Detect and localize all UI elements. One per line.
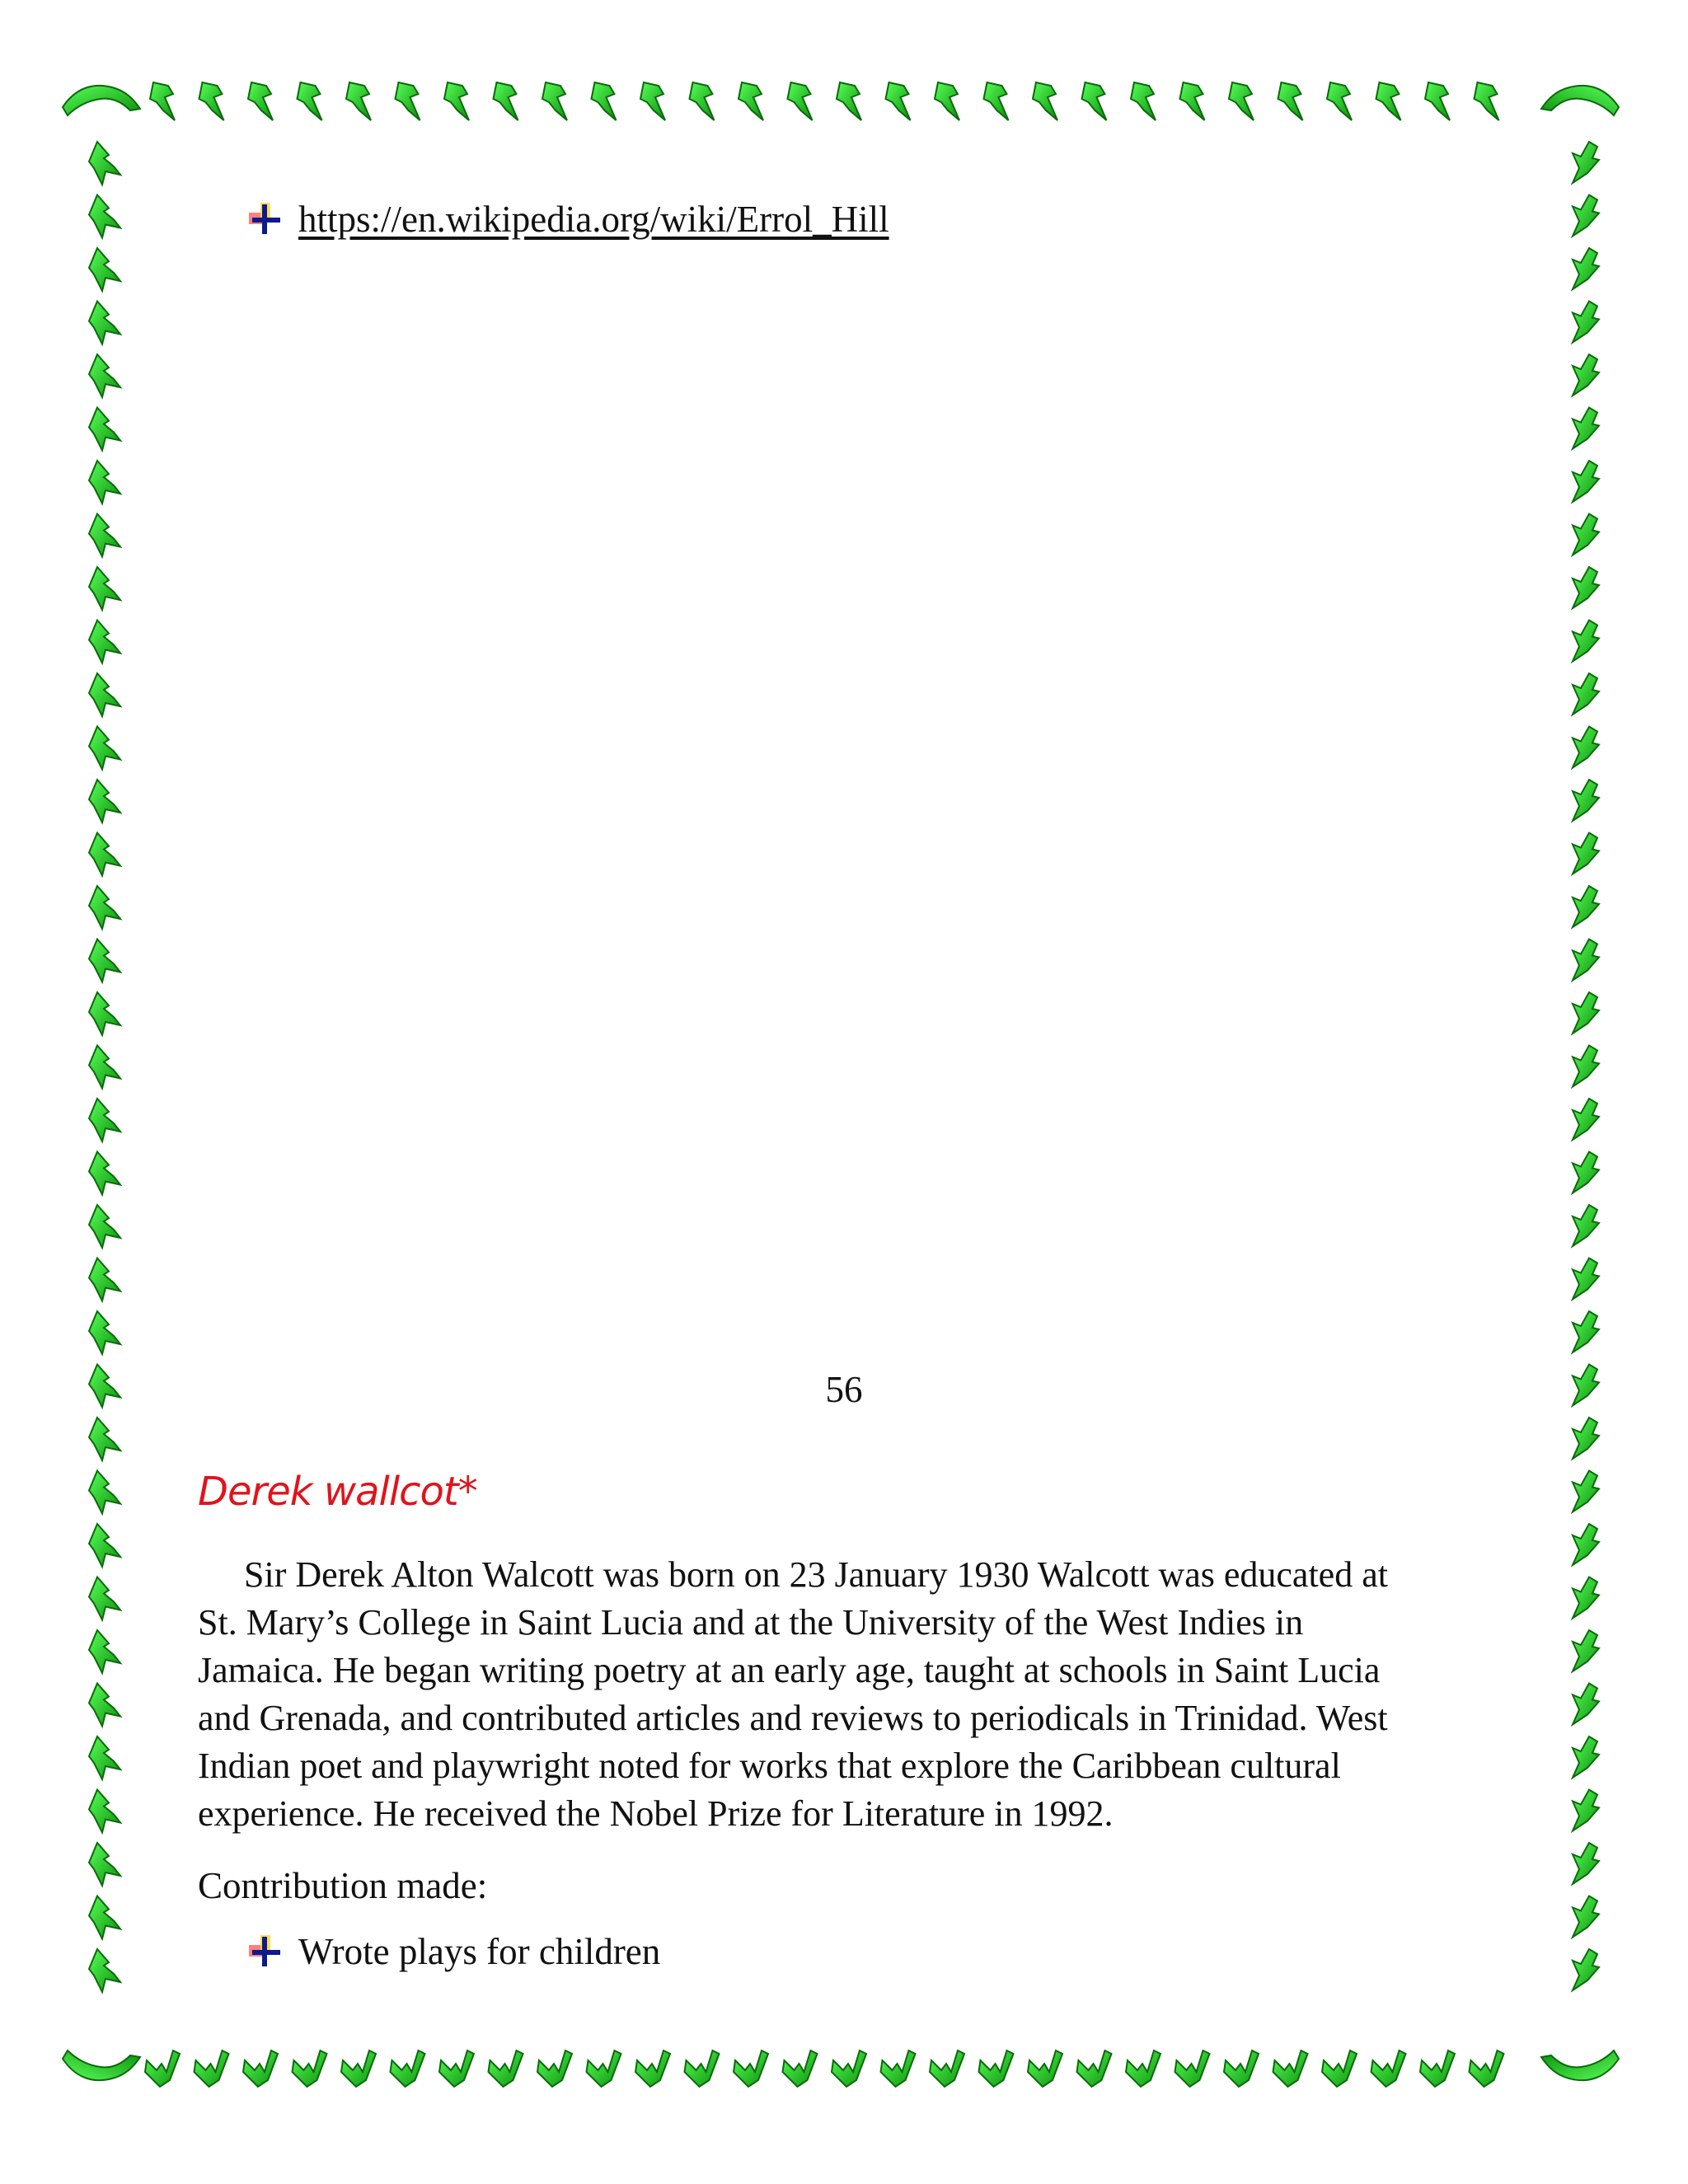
border-arrow-icon	[1573, 195, 1599, 237]
border-arrow-icon	[1033, 82, 1057, 120]
border-arrow-icon	[1573, 727, 1599, 768]
corner-icon-bottom-right	[1541, 2050, 1619, 2080]
border-arrow-icon	[89, 1258, 120, 1301]
border-arrow-icon	[1573, 1205, 1599, 1246]
paragraph-line: Jamaica. He began writing poetry at an early age, taught at schools in Saint Lucia	[198, 1650, 1381, 1690]
border-arrow-icon	[1573, 1577, 1599, 1619]
border-arrow-icon	[89, 354, 120, 397]
border-arrow-icon	[396, 82, 420, 120]
border-arrow-icon	[1573, 621, 1599, 662]
border-arrow-icon	[1175, 2050, 1210, 2087]
border-arrow-icon	[391, 2050, 425, 2087]
border-arrow-icon	[293, 2050, 327, 2087]
border-arrow-icon	[1573, 1843, 1599, 1884]
border-arrow-icon	[690, 82, 715, 120]
border-arrow-icon	[886, 82, 911, 120]
border-arrow-icon	[1573, 1524, 1599, 1565]
corner-icon-top-right	[1541, 86, 1619, 115]
border-arrow-icon	[832, 2050, 866, 2087]
border-arrow-icon	[89, 1152, 120, 1195]
border-arrow-icon	[1425, 82, 1450, 120]
border-arrow-icon	[341, 2050, 376, 2087]
border-arrow-icon	[89, 302, 120, 344]
border-arrow-icon	[89, 1949, 120, 1992]
paragraph-line: Sir Derek Alton Walcott was born on 23 January 1930 Walcott was educated at	[244, 1554, 1388, 1595]
link-item	[247, 198, 889, 241]
border-arrow-icon	[145, 2050, 180, 2087]
border-arrow-icon	[89, 1046, 120, 1089]
border-arrow-icon	[1077, 2050, 1112, 2087]
paragraph-line: Indian poet and playwright noted for works that explore the Caribbean cultural	[198, 1746, 1341, 1786]
paragraph-line: experience. He received the Nobel Prize for Literature in 1992.	[198, 1793, 1114, 1834]
paragraph-line: St. Mary’s College in Saint Lucia and at the University of the West Indies in	[198, 1602, 1304, 1643]
border-arrow-icon	[494, 82, 518, 120]
border-arrow-icon	[89, 142, 120, 185]
border-arrow-icon	[243, 2050, 278, 2087]
border-arrow-icon	[1573, 1684, 1599, 1725]
border-arrow-icon	[89, 992, 120, 1035]
border-arrow-icon	[1573, 302, 1599, 343]
border-arrow-icon	[783, 2050, 818, 2087]
corner-icon-bottom-left	[63, 2050, 140, 2080]
border-arrow-icon	[89, 1311, 120, 1354]
border-arrow-icon	[1573, 1949, 1599, 1990]
border-arrow-icon	[1573, 780, 1599, 821]
border-arrow-icon	[685, 2050, 720, 2087]
border-arrow-icon	[1573, 1736, 1599, 1778]
border-arrow-icon	[1573, 408, 1599, 449]
border-arrow-icon	[635, 2050, 670, 2087]
border-arrow-icon	[734, 2050, 768, 2087]
border-arrow-icon	[788, 82, 813, 120]
border-arrow-icon	[881, 2050, 916, 2087]
paragraph-line: and Grenada, and contributed articles and reviews to periodicals in Trinidad. West	[198, 1698, 1388, 1738]
border-arrow-icon	[89, 1896, 120, 1939]
border-arrow-icon	[444, 82, 469, 120]
border-arrow-icon	[298, 82, 322, 120]
border-arrow-icon	[542, 82, 567, 120]
border-arrow-icon	[837, 82, 861, 120]
border-arrow-icon	[1573, 1046, 1599, 1087]
contribution-text: Wrote plays for children	[298, 1931, 661, 1972]
border-arrow-icon	[1573, 142, 1599, 183]
border-arrow-icon	[89, 1471, 120, 1514]
border-arrow-icon	[89, 1790, 120, 1833]
border-arrow-icon	[195, 2050, 229, 2087]
border-arrow-icon	[89, 1099, 120, 1141]
border-arrow-icon	[89, 1524, 120, 1567]
border-arrow-icon	[1573, 1630, 1599, 1671]
plus-bullet-icon	[247, 201, 284, 237]
border-arrow-icon	[1322, 2050, 1357, 2087]
border-arrow-icon	[1082, 82, 1107, 120]
border-arrow-icon	[1420, 2050, 1455, 2087]
border-arrow-icon	[1278, 82, 1303, 120]
border-arrow-icon	[1573, 833, 1599, 874]
contribution-label: Contribution made:	[198, 1865, 488, 1906]
section-heading: Derek wallcot*	[198, 1469, 477, 1515]
border-arrow-icon	[1573, 940, 1599, 981]
border-arrow-icon	[1229, 82, 1254, 120]
border-arrow-icon	[1126, 2050, 1160, 2087]
border-arrow-icon	[89, 1630, 120, 1673]
border-arrow-icon	[1573, 1790, 1599, 1831]
border-arrow-icon	[587, 2050, 621, 2087]
border-arrow-icon	[1372, 2050, 1406, 2087]
border-arrow-icon	[537, 2050, 572, 2087]
border-arrow-icon	[1273, 2050, 1308, 2087]
border-arrow-icon	[935, 82, 959, 120]
border-arrow-icon	[1327, 82, 1352, 120]
border-arrow-icon	[89, 940, 120, 982]
border-arrow-icon	[1573, 354, 1599, 396]
plus-bullet-icon	[247, 1933, 284, 1970]
border-arrow-icon	[89, 195, 120, 238]
border-arrow-icon	[1376, 82, 1401, 120]
border-arrow-icon	[89, 621, 120, 663]
border-arrow-icon	[199, 82, 224, 120]
border-arrow-icon	[984, 82, 1009, 120]
border-arrow-icon	[1573, 248, 1599, 289]
border-arrow-icon	[1573, 673, 1599, 715]
border-arrow-icon	[89, 1205, 120, 1248]
border-arrow-icon	[489, 2050, 523, 2087]
border-arrow-icon	[1475, 82, 1499, 120]
border-arrow-icon	[1573, 514, 1599, 555]
border-arrow-icon	[89, 780, 120, 823]
corner-icon-top-left	[63, 86, 140, 115]
border-arrow-icon	[1573, 1258, 1599, 1300]
border-arrow-icon	[89, 248, 120, 291]
border-arrow-icon	[1028, 2050, 1062, 2087]
border-arrow-icon	[346, 82, 371, 120]
border-arrow-icon	[1131, 82, 1156, 120]
border-arrow-icon	[1180, 82, 1205, 120]
border-arrow-icon	[89, 408, 120, 451]
errol-hill-link[interactable]: https://en.wikipedia.org/wiki/Errol_Hill	[298, 199, 889, 240]
contribution-item	[247, 1930, 660, 1973]
border-arrow-icon	[930, 2050, 964, 2087]
border-arrow-icon	[1573, 1311, 1599, 1352]
border-arrow-icon	[1573, 1896, 1599, 1938]
border-arrow-icon	[89, 833, 120, 876]
border-arrow-icon	[1573, 992, 1599, 1033]
border-arrow-icon	[979, 2050, 1014, 2087]
border-arrow-icon	[1573, 886, 1599, 927]
border-arrow-icon	[89, 567, 120, 610]
border-arrow-icon	[89, 727, 120, 770]
border-arrow-icon	[1573, 1471, 1599, 1512]
border-arrow-icon	[1573, 461, 1599, 502]
border-arrow-icon	[439, 2050, 474, 2087]
border-arrow-icon	[1573, 1099, 1599, 1140]
border-arrow-icon	[89, 1843, 120, 1886]
biography-paragraph	[198, 1551, 1484, 1838]
border-arrow-icon	[1573, 1152, 1599, 1193]
page-number: 56	[825, 1369, 863, 1410]
border-arrow-icon	[89, 673, 120, 716]
border-arrow-icon	[150, 82, 175, 120]
border-arrow-icon	[1470, 2050, 1504, 2087]
border-arrow-icon	[1224, 2050, 1259, 2087]
border-arrow-icon	[89, 461, 120, 504]
border-arrow-icon	[89, 1736, 120, 1779]
border-arrow-icon	[640, 82, 665, 120]
border-arrow-icon	[89, 1418, 120, 1460]
border-arrow-icon	[1573, 1418, 1599, 1459]
border-arrow-icon	[89, 1577, 120, 1620]
border-arrow-icon	[89, 886, 120, 929]
border-arrow-icon	[738, 82, 763, 120]
border-arrow-icon	[89, 1684, 120, 1727]
border-arrow-icon	[89, 514, 120, 557]
border-arrow-icon	[592, 82, 617, 120]
border-arrow-icon	[1573, 567, 1599, 608]
border-arrow-icon	[248, 82, 273, 120]
